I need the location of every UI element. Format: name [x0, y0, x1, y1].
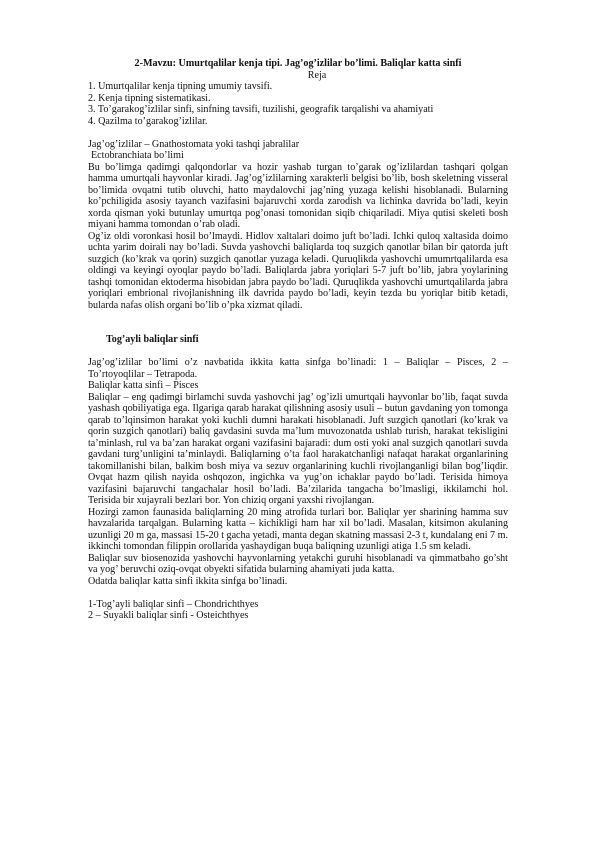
paragraph: Jag’og’izlilar bo’limi o’z navbatida ikkita katta sinfga bo’linadi: 1 – Baliqlar – Pisces, 2 – To’rtoyoqlilar – Tetrapoda. — [88, 357, 508, 380]
paragraph: Og’iz oldi voronkasi hosil bo’lmaydi. Hidlov xaltalari doimo juft bo’ladi. Ichki quloq xaltasida doimo uchta yarim doirali nay bo’ladi. Suvda yashovchi baliqlarda toq suzgich qanotlar bilan bir qatorda juft suzgich (ko’krak va qorin) suzgich qanotlar yuzaga keladi. Quruqlikda yashovchi umumrtqalilarda esa oldingi va keyingi oyoqlar paydo bo’ladi. Baliqlarda jabra yoriqlari 5-7 juft bo’lib, jabra yoylarining tashqi tomonidan ektoderma hisobidan jabra paydo bo’ladi. Quruqlikda yashovchi umurtqalilarda jabra yoriqlari embrional rivojlanishning ilk davrida paydo bo’ladi, keyin tezda bu yoriqlar bitib ketadi, bularda nafas olish organi bo’lib o’pka xizmat qiladi. — [88, 230, 508, 311]
document-title: 2-Mavzu: Umurtqalilar kenja tipi. Jag’og’izlilar bo’limi. Baliqlar katta sinfi — [134, 58, 462, 69]
plan-heading: Reja — [307, 69, 327, 81]
paragraph: Hozirgi zamon faunasida baliqlarning 20 ming atrofida turlari bor. Baliqlar yer sharining hamma suv havzalarida tarqalgan. Bularning katta – kichikligi ham har xil bo’ladi. Masalan, kitsimon akulaning uzunligi 20 m ga, massasi 15-20 t gacha yetadi, manta degan skatning massasi 2-3 t, kundalang eni 7 m. ikkinchi tomondan filippin orollarida yashaydigan buqa baliqning uzunligi atiga 1.5 sm keladi. — [88, 506, 508, 552]
plan-list — [88, 81, 508, 127]
plan-item: 3. To’garakog’izlilar sinfi, sinfning tavsifi, tuzilishi, geografik tarqalishi va ahamiyati — [88, 104, 434, 115]
subdivision-line: Ectobranchiata bo’limi — [91, 150, 184, 161]
plan-item: 1. Umurtqalilar kenja tipning umumiy tavsifi. — [88, 81, 273, 92]
plan-item: 4. Qazilma to’garakog’izlilar. — [88, 115, 208, 127]
class-line: Baliqlar katta sinfi – Pisces — [88, 380, 199, 391]
definition-line: Jag’og’izlilar – Gnathostomata yoki tashqi jabralilar — [88, 138, 300, 150]
document-page — [88, 58, 508, 622]
paragraph: Bu bo’limga qadimgi qalqondorlar va hozir yashab turgan to’garak og’izlilardan tashqari qolgan hamma umurtqali hayvonlar kiradi. Jag’og’izlilarning xarakterli belgisi bo’lib, bosh skeletning visseral bo’limida ovqatni tutib oluvchi, hatto maydalovchi jag’ning yuzaga kelishi hisoblanadi. Bularning ko’pchiligida asosiy tayanch vazifasini bajaruvchi xorda zarodish va lichinka davrida bo’ladi, keyin xorda qisman yoki butunlay umurtqa pog’onasi tomonidan siqib chiqariladi. Miya qutisi skeleti bosh miyani hamma tomondan o’rab oladi. — [88, 161, 508, 230]
section-heading: Tog’ayli baliqlar sinfi — [106, 334, 199, 345]
class-list-item: 1-Tog’ayli baliqlar sinfi – Chondrichthyes — [88, 598, 259, 610]
paragraph: Baliqlar suv biosenozida yashovchi hayvonlarning yetakchi guruhi hisoblanadi va qimmatbaho go’sht va yog’ beruvchi oziq-ovqat obyekti sifatida bularning ahamiyati juda katta. — [88, 552, 508, 575]
paragraph: Odatda baliqlar katta sinfi ikkita sinfga bo’linadi. — [88, 575, 288, 587]
class-list — [88, 599, 508, 622]
paragraph: Baliqlar – eng qadimgi birlamchi suvda yashovchi jag’ og’izli umurtqali hayvonlar bo’lib, faqat suvda yashash qobiliyatiga ega. Ilgariga qarab harakat qilishning asosiy usuli – butun gavdaning yon tomonga qarab to’lqinsimon harakat yoki kuchli dumni harakati hisoblanadi. Juft suzgich qanotlari (ko’krak va qorin suzgich qanotlari) baliq gavdasini suvda ma’lum muvozonatda ushlab turish, harakat tekisligini ta’minlash, rul va ba’zan harakat organi vazifasini bajaradi: dum osti yoki anal suzgich qanotlari suvda gavdani turg’unligini ta’minlaydi. Baliqlarning o’ta faol harakatchanligi nafaqat harakat organlarining takomillanishi bilan, balkim bosh miya va sezuv organlarining kuchli rivojlanganligi bilan bog’liqdir. Ovqat hazm qilish nayida oshqozon, ingichka va yug’on ichaklar paydo bo’ladi. Terisida himoya vazifasini bajaruvchi tangachalar hosil bo’ladi. Ba’zilarida tangacha bo’lmasligi, ikkilamchi hol. Terisida bir xujayrali bezlari bor. Yon chiziq organi yaxshi rivojlangan. — [88, 391, 508, 506]
class-list-item: 2 – Suyakli baliqlar sinfi - Osteichthyes — [88, 610, 249, 621]
plan-item: 2. Kenja tipning sistematikasi. — [88, 92, 211, 104]
